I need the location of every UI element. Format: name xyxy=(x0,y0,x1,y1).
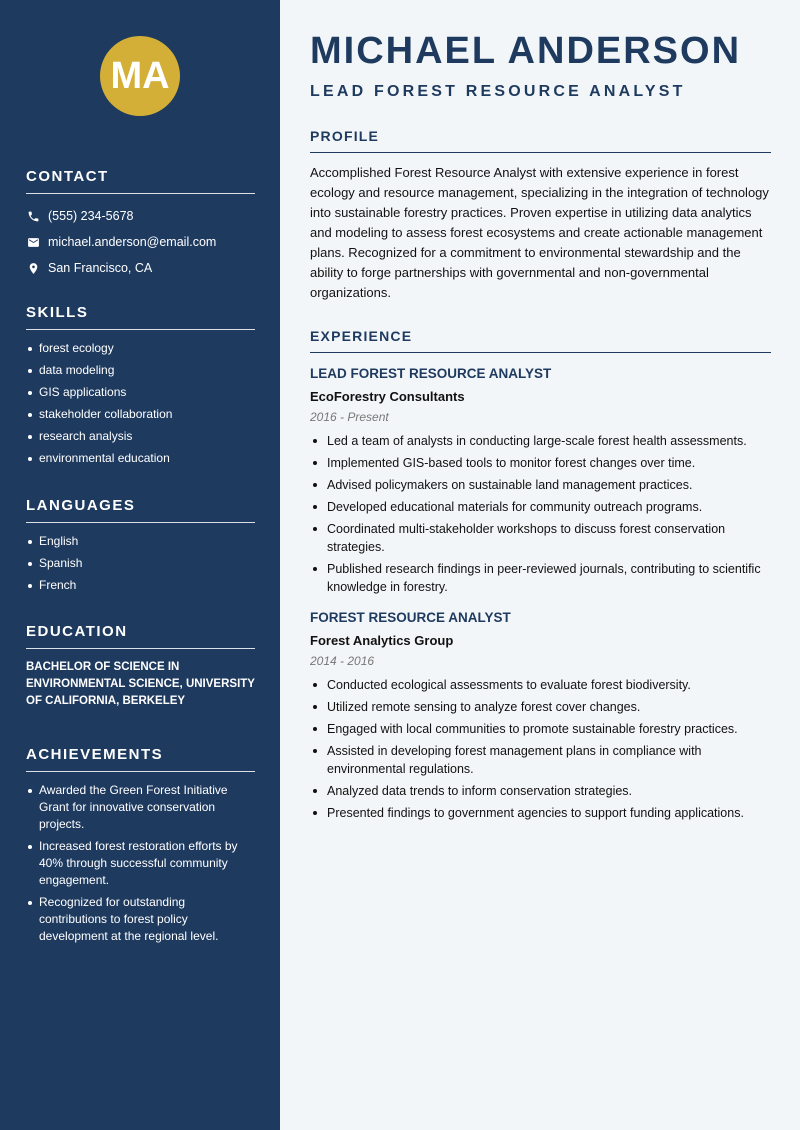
email-link[interactable]: michael.anderson@email.com xyxy=(48,235,217,249)
job-bullet: Led a team of analysts in conducting large-scale forest health assessments. xyxy=(310,432,771,450)
job-title: FOREST RESOURCE ANALYST xyxy=(310,610,511,625)
language-item: English xyxy=(26,533,255,550)
languages-list xyxy=(26,533,255,594)
job-bullet: Published research findings in peer-reviewed journals, contributing to scientific knowledge in forestry. xyxy=(310,560,771,596)
skills-section xyxy=(26,304,255,472)
job-dates: 2016 - Present xyxy=(310,410,389,424)
mail-icon xyxy=(26,235,40,249)
contact-location xyxy=(26,259,255,277)
achievement-item: Recognized for outstanding contributions to forest policy development at the regional level. xyxy=(26,894,255,945)
skill-item: research analysis xyxy=(26,428,255,445)
job-bullet: Analyzed data trends to inform conservation strategies. xyxy=(310,782,771,800)
location-text: San Francisco, CA xyxy=(48,261,153,275)
education-heading: EDUCATION xyxy=(26,623,255,649)
profile-text: Accomplished Forest Resource Analyst with extensive experience in forest ecology and resource management, specializing in the integration of technology into sustainable forestry practices. Proven expertise in utilizing data analytics and modeling to assess forest ecosystems and create actionable management plans. Recognized for a commitment to environmental stewardship and the ability to forge partnerships with governmental and non-governmental organizations. xyxy=(310,165,769,300)
experience-section xyxy=(310,328,771,826)
experience-heading: EXPERIENCE xyxy=(310,328,771,353)
job-bullet: Utilized remote sensing to analyze forest cover changes. xyxy=(310,698,771,716)
skill-item: forest ecology xyxy=(26,340,255,357)
contact-email xyxy=(26,233,255,251)
achievements-list xyxy=(26,782,255,945)
phone-text: (555) 234-5678 xyxy=(48,209,134,223)
job-bullets xyxy=(310,432,771,596)
job-entry xyxy=(310,366,771,596)
languages-heading: LANGUAGES xyxy=(26,497,255,523)
education-section xyxy=(26,623,255,710)
job-bullets xyxy=(310,676,771,822)
languages-section xyxy=(26,497,255,599)
job-entry xyxy=(310,610,771,822)
job-title: LEAD FOREST RESOURCE ANALYST xyxy=(310,366,552,381)
skills-list xyxy=(26,340,255,467)
skill-item: GIS applications xyxy=(26,384,255,401)
achievement-item: Awarded the Green Forest Initiative Grant for innovative conservation projects. xyxy=(26,782,255,833)
job-bullet: Presented findings to government agencies to support funding applications. xyxy=(310,804,771,822)
phone-icon xyxy=(26,209,40,223)
job-bullet: Assisted in developing forest management plans in compliance with environmental regulations. xyxy=(310,742,771,778)
education-degree: BACHELOR OF SCIENCE IN ENVIRONMENTAL SCIENCE, UNIVERSITY OF CALIFORNIA, BERKELEY xyxy=(26,661,255,707)
avatar-initials: MA xyxy=(110,54,170,97)
language-item: French xyxy=(26,577,255,594)
contact-section xyxy=(26,168,255,277)
job-company: Forest Analytics Group xyxy=(310,633,454,648)
map-pin-icon xyxy=(26,261,40,275)
language-item: Spanish xyxy=(26,555,255,572)
candidate-name: MICHAEL ANDERSON xyxy=(310,30,742,72)
job-bullet: Coordinated multi-stakeholder workshops to discuss forest conservation strategies. xyxy=(310,520,771,556)
sidebar xyxy=(0,0,280,1130)
contact-phone xyxy=(26,207,255,225)
candidate-title: LEAD FOREST RESOURCE ANALYST xyxy=(310,83,686,100)
job-bullet: Implemented GIS-based tools to monitor forest changes over time. xyxy=(310,454,771,472)
skill-item: data modeling xyxy=(26,362,255,379)
job-dates: 2014 - 2016 xyxy=(310,654,375,668)
profile-heading: PROFILE xyxy=(310,128,771,153)
job-bullet: Engaged with local communities to promote sustainable forestry practices. xyxy=(310,720,771,738)
skill-item: stakeholder collaboration xyxy=(26,406,255,423)
main-content xyxy=(280,0,800,1130)
contact-heading: CONTACT xyxy=(26,168,255,194)
achievements-section xyxy=(26,746,255,950)
job-company: EcoForestry Consultants xyxy=(310,389,465,404)
skills-heading: SKILLS xyxy=(26,304,255,330)
avatar xyxy=(100,36,180,116)
job-bullet: Conducted ecological assessments to evaluate forest biodiversity. xyxy=(310,676,771,694)
job-bullet: Developed educational materials for community outreach programs. xyxy=(310,498,771,516)
skill-item: environmental education xyxy=(26,450,255,467)
job-bullet: Advised policymakers on sustainable land management practices. xyxy=(310,476,771,494)
achievements-heading: ACHIEVEMENTS xyxy=(26,746,255,772)
profile-section xyxy=(310,128,771,303)
achievement-item: Increased forest restoration efforts by 40% through successful community engagement. xyxy=(26,838,255,889)
